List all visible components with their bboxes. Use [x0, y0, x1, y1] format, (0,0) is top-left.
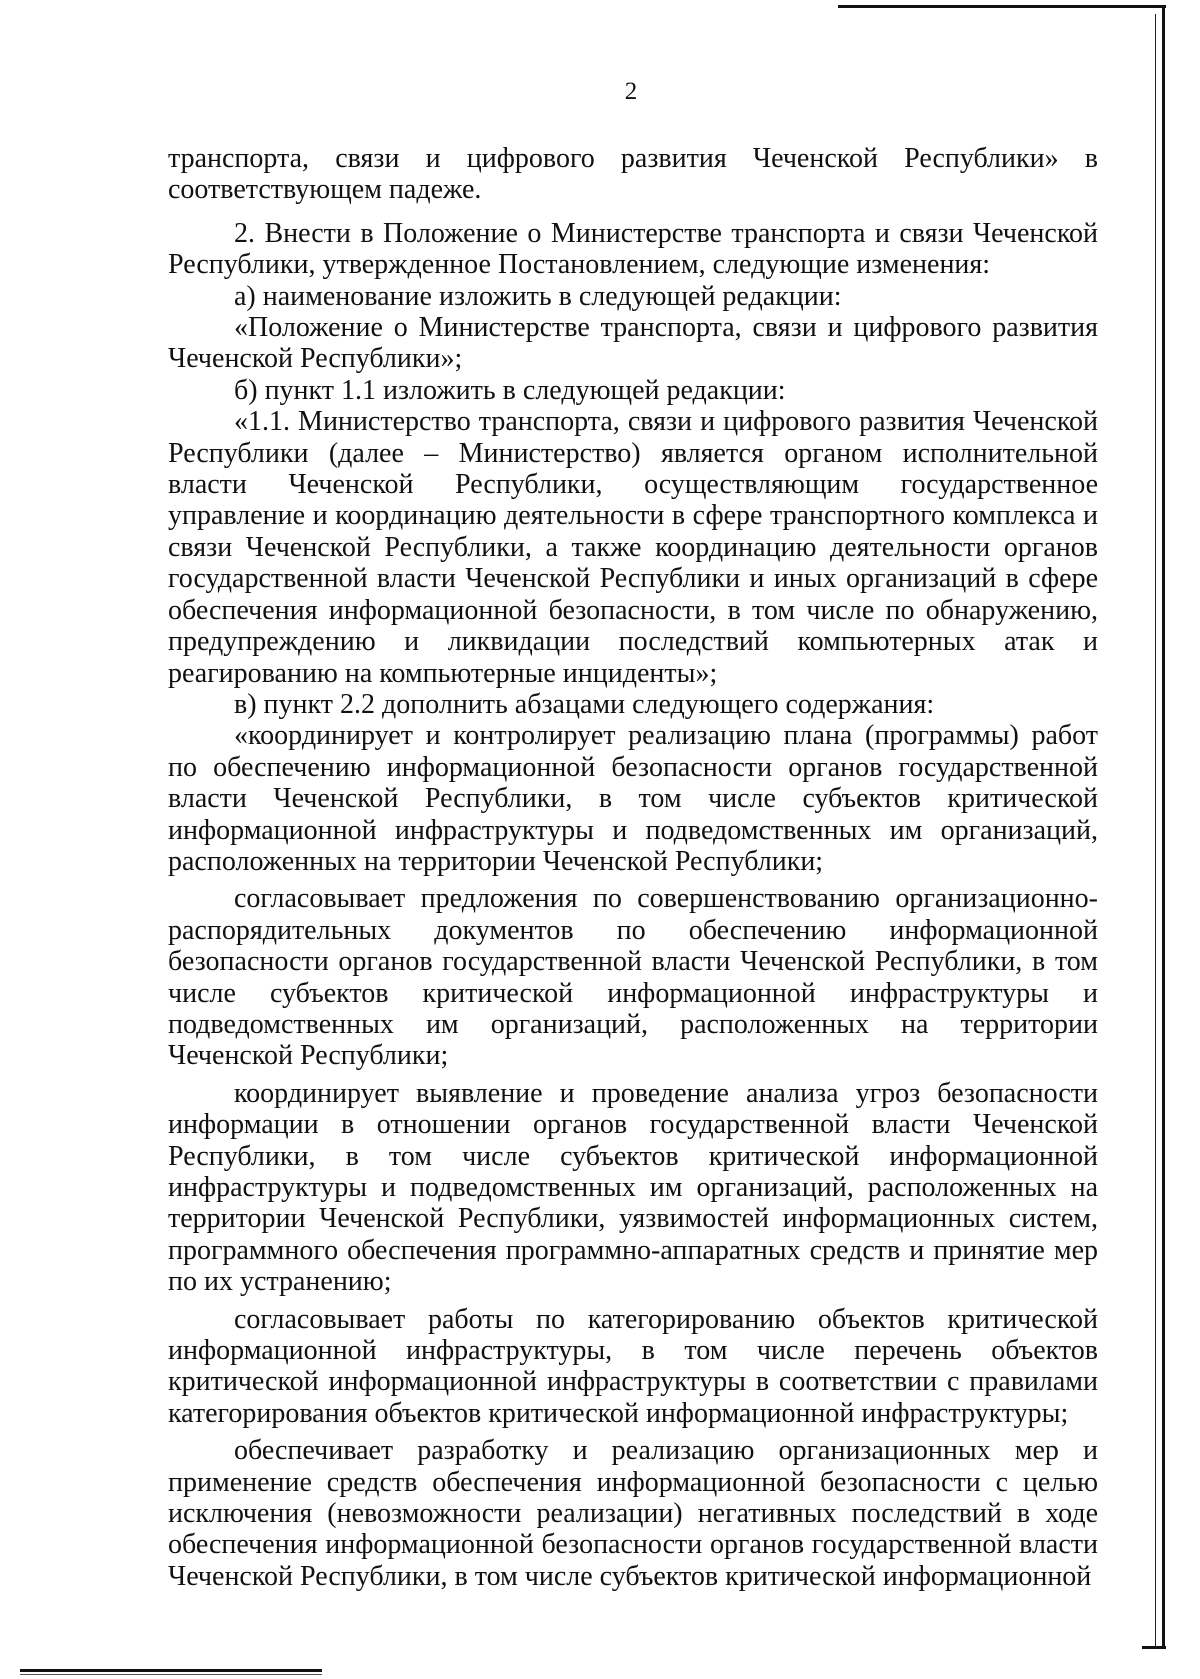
paragraph-coordinates-plan: «координирует и контролирует реализацию плана (программы) работ по обеспечению информационной безопасности органов государственной власти Чеченской Республики, в том числе субъектов критической информационной инфраструктуры и подведомственных им организаций, расположенных на территории Чеченской Республики;: [168, 720, 1098, 877]
frame-line-bottom-left-thin: [20, 1674, 322, 1675]
paragraph-continuation: транспорта, связи и цифрового развития Чеченской Республики» в соответствующем падеже.: [168, 143, 1098, 206]
paragraph-subitem-v: в) пункт 2.2 дополнить абзацами следующего содержания:: [234, 688, 935, 720]
paragraph-approves-categorization: согласовывает работы по категорированию объектов критической информационной инфраструктуры, в том числе перечень объектов критической информационной инфраструктуры в соответствии с правилами категорирования объектов критической информационной инфраструктуры;: [168, 1303, 1098, 1429]
frame-line-bottom-left: [20, 1669, 322, 1672]
paragraph-item-2: 2. Внести в Положение о Министерстве транспорта и связи Чеченской Республики, утвержденное Постановлением, следующие изменения:: [168, 217, 1098, 281]
paragraph-approves-proposals: согласовывает предложения по совершенствованию организационно-распорядительных документов по обеспечению информационной безопасности органов государственной власти Чеченской Республики, в том числе субъектов критической информационной инфраструктуры и подведомственных им организаций, расположенных на территории Чеченской Республики;: [168, 883, 1098, 1072]
paragraph-new-title: «Положение о Министерстве транспорта, связи и цифрового развития Чеченской Республики»;: [168, 312, 1098, 375]
frame-line-top: [838, 5, 1166, 8]
page-number: 2: [624, 78, 638, 105]
paragraph-coordinates-threats: координирует выявление и проведение анализа угроз безопасности информации в отношении органов государственной власти Чеченской Республики, в том числе субъектов критической информационной инфраструктуры и подведомственных им организаций, расположенных на территории Чеченской Республики, уязвимостей информационных систем, программного обеспечения программно-аппаратных средств и принятие мер по их устранению;: [168, 1077, 1098, 1298]
document-body: [168, 143, 1098, 1592]
frame-line-right: [1162, 6, 1165, 1648]
paragraph-clause-1-1: «1.1. Министерство транспорта, связи и цифрового развития Чеченской Республики (далее – Министерство) является органом исполнительной власти Чеченской Республики, осуществляющим государственное управление и координацию деятельности в сфере транспортного комплекса и связи Чеченской Республики, а также координацию деятельности органов государственной власти Чеченской Республики и иных организаций в сфере обеспечения информационной безопасности, в том числе по обнаружению, предупреждению и ликвидации последствий компьютерных атак и реагированию на компьютерные инциденты»;: [168, 406, 1098, 689]
frame-line-bottom-right: [1142, 1646, 1166, 1649]
frame-line-right-inner: [1155, 14, 1156, 1649]
paragraph-subitem-b: б) пункт 1.1 изложить в следующей редакции:: [234, 374, 786, 406]
paragraph-ensures-measures: обеспечивает разработку и реализацию организационных мер и применение средств обеспечения информационной безопасности с целью исключения (невозможности реализации) негативных последствий в ходе обеспечения информационной безопасности органов государственной власти Чеченской Республики, в том числе субъектов критической информационной: [168, 1435, 1098, 1592]
paragraph-subitem-a: а) наименование изложить в следующей редакции:: [234, 280, 842, 312]
